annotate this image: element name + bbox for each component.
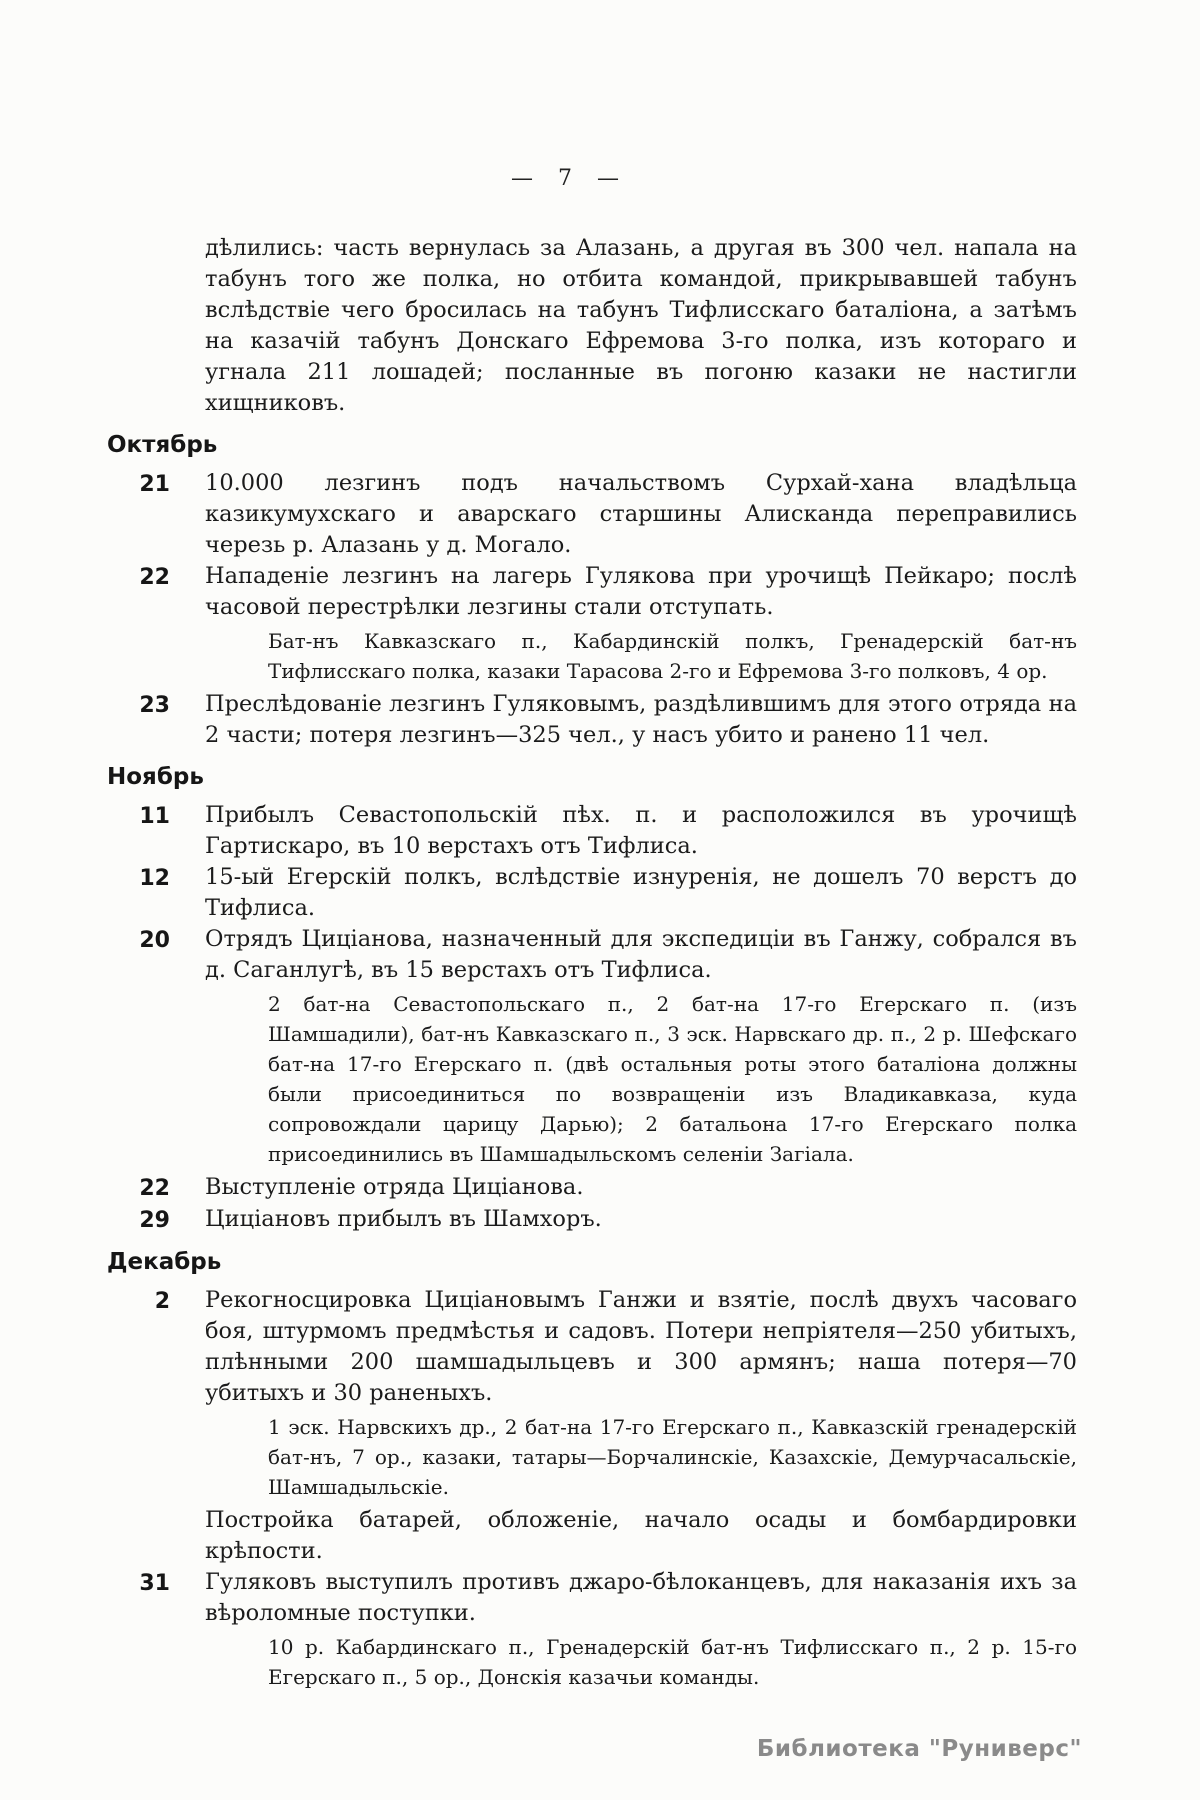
page-number: — 7 — [511, 166, 619, 191]
entry-text: Постройка батарей, обложеніе, начало осады и бомбардировки крѣпости. [205, 1507, 1077, 1564]
entry-text: Циціановъ прибылъ въ Шамхоръ. [205, 1206, 602, 1232]
entry-oct-23 [105, 689, 1077, 751]
intro-paragraph: дѣлились: часть вернулась за Алазань, а другая въ 300 чел. напала на табунъ того же полка, но отбита командой, прикрывавшей табунъ вслѣдствіе чего бросилась на табунъ Тифлисскаго баталіона, а затѣмъ на казачій табунъ Донскаго Ефремова 3-го полка, изъ котораго и угнала 211 лошадей; посланные въ погоню казаки не настигли хищниковъ. [205, 235, 1077, 416]
entry-note: Бат-нъ Кавказскаго п., Кабардинскій полкъ, Гренадерскій бат-нъ Тифлисскаго полка, казаки Тарасова 2-го и Ефремова 3-го полковъ, 4 ор. [268, 629, 1077, 683]
entry-text: Преслѣдованіе лезгинъ Гуляковымъ, раздѣлившимъ для этого отряда на 2 части; потеря лезгинъ—325 чел., у насъ убито и ранено 11 чел. [205, 691, 1077, 748]
entry-oct-21 [105, 468, 1077, 561]
entry-note: 1 эск. Нарвскихъ др., 2 бат-на 17-го Егерскаго п., Кавказскій гренадерскій бат-нъ, 7 ор., казаки, татары—Борчалинскіе, Казахскіе, Демурчасальскіе, Шамшадыльскіе. [268, 1415, 1077, 1499]
entry-nov-12 [105, 862, 1077, 924]
entry-nov-11 [105, 800, 1077, 862]
entry-text: Рекогносцировка Циціановымъ Ганжи и взятіе, послѣ двухъ часоваго боя, штурмомъ предмѣстья и садовъ. Потери непріятеля—250 убитыхъ, плѣнными 200 шамшадыльцевъ и 300 армянъ; наша потеря—70 убитыхъ и 30 раненыхъ. [205, 1287, 1077, 1406]
entry-day: 20 [139, 928, 170, 953]
entry-day: 21 [139, 472, 170, 497]
entry-text: Прибылъ Севастопольскій пѣх. п. и расположился въ урочищѣ Гартискаро, въ 10 верстахъ отъ Тифлиса. [205, 802, 1077, 859]
entry-note: 10 р. Кабардинскаго п., Гренадерскій бат-нъ Тифлисскаго п., 2 р. 15-го Егерскаго п., 5 ор., Донскія казачьи команды. [268, 1635, 1077, 1689]
month-header-december: Декабрь [107, 1249, 222, 1275]
entry-text: Нападеніе лезгинъ на лагерь Гулякова при урочищѣ Пейкаро; послѣ часовой перестрѣлки лезгины стали отступать. [205, 563, 1077, 620]
entry-dec-31 [105, 1567, 1077, 1695]
entry-day: 23 [139, 693, 170, 718]
month-header-november: Ноябрь [107, 764, 204, 790]
entry-nov-29 [105, 1204, 1077, 1236]
entry-day: 31 [139, 1571, 170, 1596]
entry-day: 2 [154, 1289, 170, 1314]
entry-nov-20 [105, 924, 1077, 1172]
entry-text: 10.000 лезгинъ подъ начальствомъ Сурхай-хана владѣльца казикумухскаго и аварскаго старшины Алисканда переправились черезь р. Алазань у д. Могало. [205, 470, 1077, 558]
entry-text: 15-ый Егерскій полкъ, вслѣдствіе изнуренія, не дошелъ 70 верстъ до Тифлиса. [205, 864, 1077, 921]
entry-day: 22 [139, 1176, 170, 1201]
entry-day: 22 [139, 565, 170, 590]
entry-day: 29 [139, 1208, 170, 1233]
entry-text: Гуляковъ выступилъ противъ джаро-бѣлоканцевъ, для наказанія ихъ за вѣроломные поступки. [205, 1569, 1077, 1626]
entry-oct-22 [105, 561, 1077, 689]
page-content [105, 233, 1077, 1695]
entry-text: Выступленіе отряда Циціанова. [205, 1174, 584, 1200]
entry-dec-siege [105, 1505, 1077, 1567]
entry-nov-22 [105, 1172, 1077, 1204]
entry-text: Отрядъ Циціанова, назначенный для экспедиціи въ Ганжу, собрался въ д. Саганлугѣ, въ 15 верстахъ отъ Тифлиса. [205, 926, 1077, 983]
library-watermark: Библиотека "Руниверс" [756, 1736, 1082, 1762]
entry-day: 11 [139, 804, 170, 829]
entry-day [105, 1505, 170, 1506]
entry-dec-2 [105, 1285, 1077, 1505]
entry-day: 12 [139, 866, 170, 891]
entry-note: 2 бат-на Севастопольскаго п., 2 бат-на 17-го Егерскаго п. (изъ Шамшадили), бат-нъ Кавказскаго п., 3 эск. Нарвскаго др. п., 2 р. Шефскаго бат-на 17-го Егерскаго п. (двѣ остальныя роты этого баталіона должны были присоединиться по возвращеніи изъ Владикавказа, куда сопровождали царицу Дарью); 2 батальона 17-го Егерскаго полка присоединились въ Шамшадыльскомъ селеніи Загіала. [268, 992, 1077, 1166]
month-header-october: Октябрь [107, 432, 218, 458]
